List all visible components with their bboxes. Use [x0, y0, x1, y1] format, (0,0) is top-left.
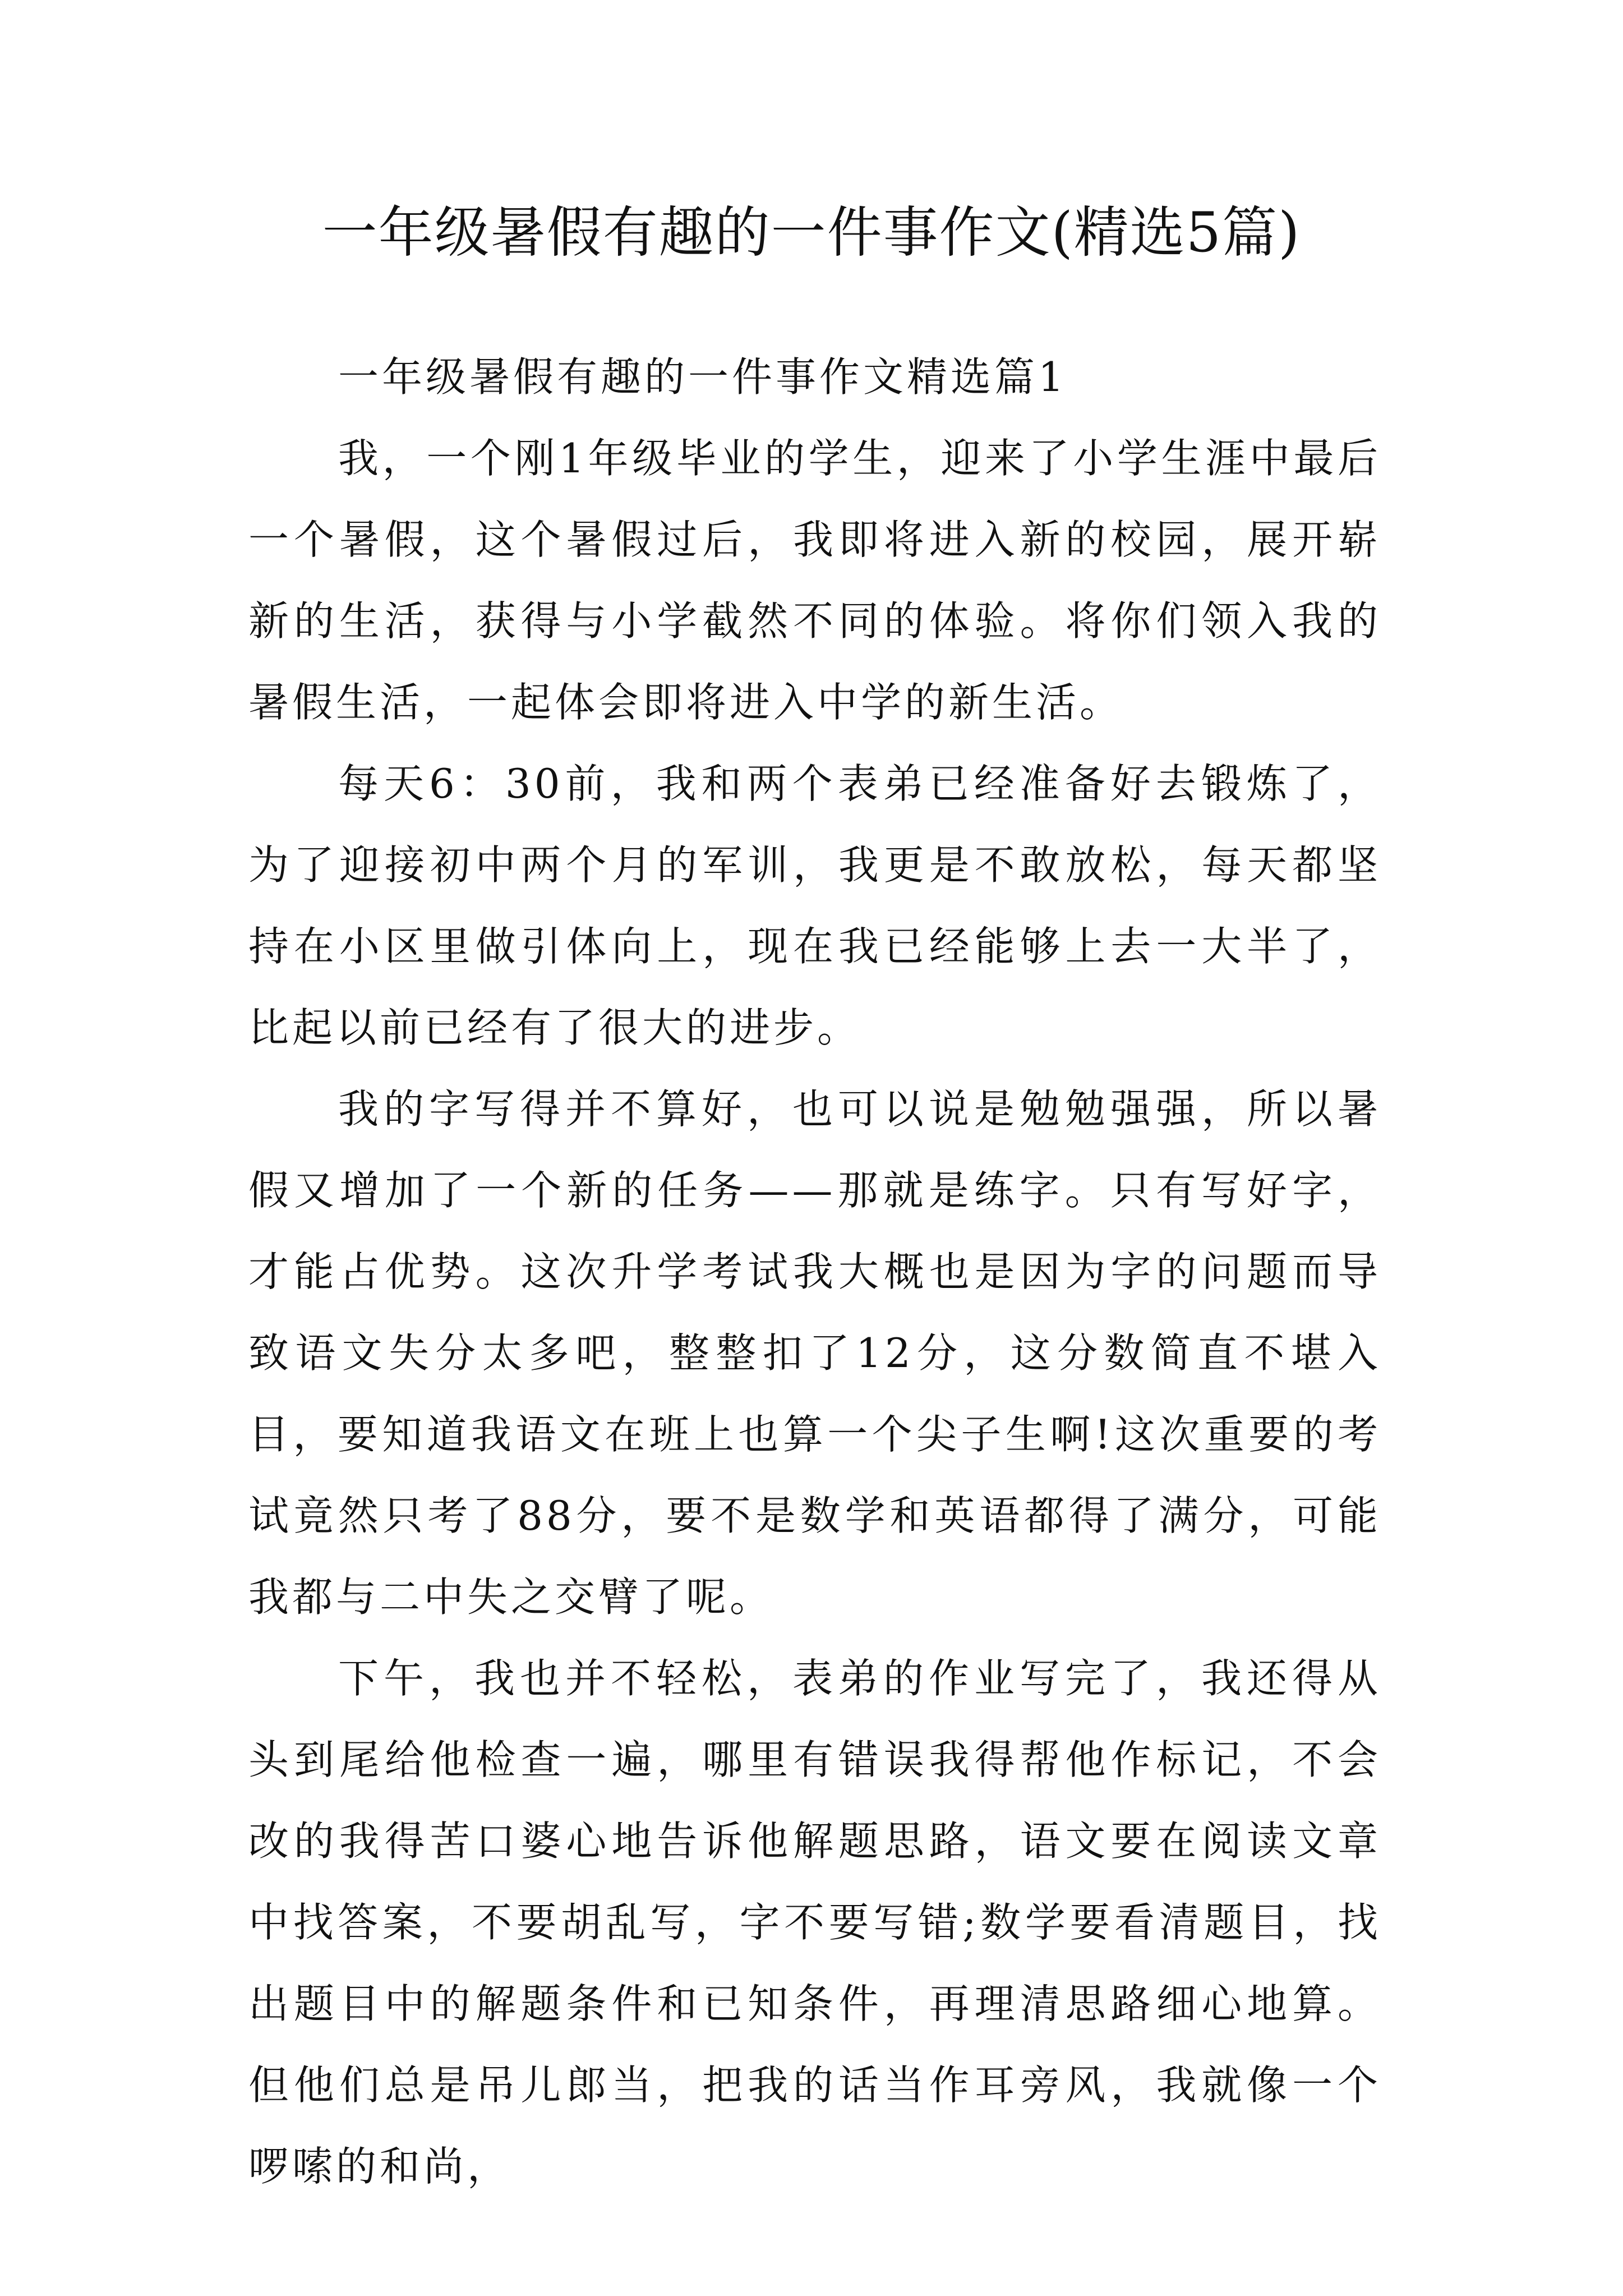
paragraph: 每天6：30前，我和两个表弟已经准备好去锻炼了，为了迎接初中两个月的军训，我更是不敢放松，每天都坚持在小区里做引体向上，现在我已经能够上去一大半了，比起以前已经有了很大的进步。	[248, 760, 1381, 1051]
document-body	[248, 337, 1381, 2207]
paragraph: 我的字写得并不算好，也可以说是勉勉强强，所以暑假又增加了一个新的任务——那就是练字。只有写好字，才能占优势。这次升学考试我大概也是因为字的问题而导致语文失分太多吧，整整扣了12分，这分数简直不堪入目，要知道我语文在班上也算一个尖子生啊!这次重要的考试竟然只考了88分，要不是数学和英语都得了满分，可能我都与二中失之交臂了呢。	[248, 1085, 1381, 1621]
section-heading: 一年级暑假有趣的一件事作文精选篇1	[338, 353, 1067, 401]
paragraph: 我，一个刚1年级毕业的学生，迎来了小学生涯中最后一个暑假，这个暑假过后，我即将进入新的校园，展开崭新的生活，获得与小学截然不同的体验。将你们领入我的暑假生活，一起体会即将进入中学的新生活。	[248, 435, 1381, 726]
paragraph: 下午，我也并不轻松，表弟的作业写完了，我还得从头到尾给他检查一遍，哪里有错误我得帮他作标记，不会改的我得苦口婆心地告诉他解题思路，语文要在阅读文章中找答案，不要胡乱写，字不要写错;数学要看清题目，找出题目中的解题条件和已知条件，再理清思路细心地算。但他们总是吊儿郎当，把我的话当作耳旁风，我就像一个啰嗦的和尚，	[248, 1655, 1381, 2190]
document-title: 一年级暑假有趣的一件事作文(精选5篇)	[322, 201, 1301, 265]
